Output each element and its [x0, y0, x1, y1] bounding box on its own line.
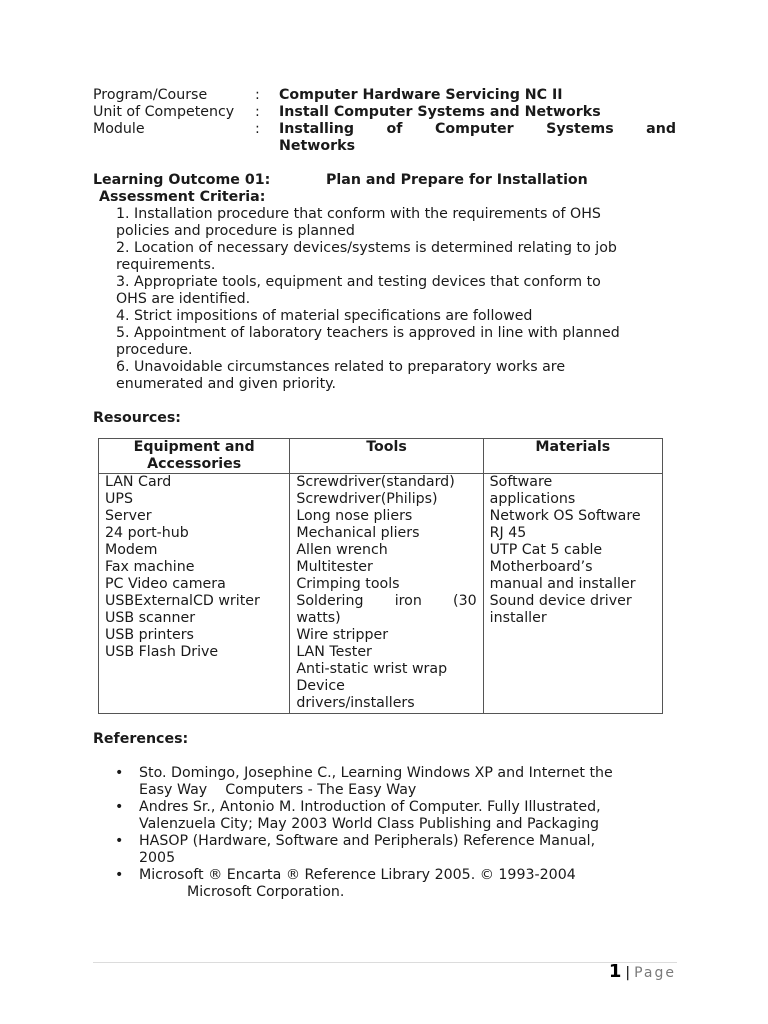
bullet-icon: • — [115, 867, 124, 883]
page-number: 1 — [608, 961, 622, 982]
page-footer — [609, 963, 676, 982]
module-colon: : — [255, 121, 260, 137]
learning-outcome-title: Plan and Prepare for Installation — [326, 172, 588, 188]
equipment-item: 24 port-hub — [105, 525, 189, 541]
tool-item: Screwdriver(standard) — [296, 474, 455, 490]
learning-outcome — [93, 172, 676, 189]
equipment-item: PC Video camera — [105, 576, 226, 592]
criteria-line: 3. Appropriate tools, equipment and testing devices that conform to — [116, 274, 601, 290]
resources-header-row — [99, 439, 663, 474]
header-row-module — [93, 121, 676, 138]
bullet-icon: • — [115, 765, 124, 781]
reference-line: 2005 — [139, 850, 176, 866]
equipment-cell — [99, 474, 290, 714]
references-list — [93, 765, 676, 901]
reference-item — [93, 799, 676, 833]
equipment-item: Server — [105, 508, 152, 524]
reference-line: Microsoft ® Encarta ® Reference Library 2005. © 1993-2004 — [139, 867, 576, 883]
module-value-continuation: Networks — [279, 138, 356, 154]
equipment-item: USBExternalCD writer — [105, 593, 260, 609]
material-item: Network OS Software — [489, 508, 641, 524]
tools-cell — [290, 474, 483, 714]
criteria-line: requirements. — [116, 257, 216, 273]
reference-line: HASOP (Hardware, Software and Peripherals) Reference Manual, — [139, 833, 596, 849]
tool-item: Long nose pliers — [296, 508, 413, 524]
reference-line: Andres Sr., Antonio M. Introduction of Computer. Fully Illustrated, — [139, 799, 601, 815]
resources-table — [98, 438, 663, 714]
materials-cell — [483, 474, 662, 714]
header-row-unit — [93, 104, 676, 121]
equipment-item: Modem — [105, 542, 158, 558]
program-colon: : — [255, 87, 260, 103]
tool-item: Screwdriver(Philips) — [296, 491, 438, 507]
tool-item: watts) — [296, 610, 341, 626]
criteria-line: 4. Strict impositions of material specifications are followed — [116, 308, 533, 324]
criteria-item — [116, 308, 676, 325]
criteria-line: 5. Appointment of laboratory teachers is approved in line with planned — [116, 325, 620, 341]
criteria-item — [116, 240, 676, 274]
equipment-item: LAN Card — [105, 474, 172, 490]
material-item: applications — [489, 491, 576, 507]
criteria-item — [116, 359, 676, 393]
criteria-line: procedure. — [116, 342, 193, 358]
tool-item: Soldering iron (30 — [296, 593, 477, 609]
material-item: Sound device driver — [489, 593, 632, 609]
unit-colon: : — [255, 104, 260, 120]
reference-item — [93, 765, 676, 799]
criteria-line: enumerated and given priority. — [116, 376, 337, 392]
tool-item: Allen wrench — [296, 542, 388, 558]
reference-line: Sto. Domingo, Josephine C., Learning Windows XP and Internet the — [139, 765, 613, 781]
unit-label: Unit of Competency — [93, 104, 235, 120]
resources-title: Resources: — [93, 410, 181, 426]
bullet-icon: • — [115, 833, 124, 849]
criteria-line: policies and procedure is planned — [116, 223, 355, 239]
tool-item: Multitester — [296, 559, 373, 575]
footer-divider — [93, 962, 677, 963]
tool-item: Mechanical pliers — [296, 525, 420, 541]
reference-line: Microsoft Corporation. — [187, 884, 345, 900]
material-item: Motherboard’s — [489, 559, 593, 575]
module-value: Installing of Computer Systems and — [279, 121, 676, 137]
material-item: installer — [489, 610, 547, 626]
equipment-item: UPS — [105, 491, 133, 507]
material-item: RJ 45 — [489, 525, 527, 541]
reference-line: Easy Way Computers - The Easy Way — [139, 782, 417, 798]
reference-item — [93, 833, 676, 867]
reference-line: Valenzuela City; May 2003 World Class Publishing and Packaging — [139, 816, 600, 832]
criteria-line: 1. Installation procedure that conform with the requirements of OHS — [116, 206, 601, 222]
material-item: Software — [489, 474, 553, 490]
tool-item: Crimping tools — [296, 576, 400, 592]
criteria-line: 6. Unavoidable circumstances related to preparatory works are — [116, 359, 566, 375]
program-value: Computer Hardware Servicing NC II — [279, 87, 563, 103]
program-label: Program/Course — [93, 87, 208, 103]
learning-outcome-label: Learning Outcome 01: — [93, 172, 271, 188]
tool-item: Anti-static wrist wrap — [296, 661, 448, 677]
header-row-program — [93, 87, 676, 104]
page-label: Page — [634, 965, 676, 981]
tool-item: Device — [296, 678, 345, 694]
assessment-criteria-title: Assessment Criteria: — [99, 189, 266, 205]
equipment-header-line: Equipment and — [133, 439, 255, 455]
footer-separator: | — [625, 965, 631, 981]
resources-body-row — [99, 474, 663, 714]
equipment-item: Fax machine — [105, 559, 195, 575]
tools-header: Tools — [290, 439, 483, 474]
material-item: manual and installer — [489, 576, 636, 592]
module-label: Module — [93, 121, 145, 137]
equipment-item: USB printers — [105, 627, 194, 643]
references-title: References: — [93, 731, 189, 747]
tool-item: Wire stripper — [296, 627, 389, 643]
equipment-item: USB scanner — [105, 610, 196, 626]
header-block — [93, 87, 676, 155]
equipment-header — [99, 439, 290, 474]
reference-item — [93, 867, 676, 901]
criteria-item — [116, 274, 676, 308]
equipment-item: USB Flash Drive — [105, 644, 219, 660]
assessment-criteria-list — [93, 206, 676, 393]
tool-item: LAN Tester — [296, 644, 372, 660]
document-page — [93, 87, 676, 901]
unit-value: Install Computer Systems and Networks — [279, 104, 601, 120]
criteria-line: OHS are identified. — [116, 291, 251, 307]
bullet-icon: • — [115, 799, 124, 815]
material-item: UTP Cat 5 cable — [489, 542, 603, 558]
materials-header: Materials — [483, 439, 662, 474]
equipment-header-line: Accessories — [147, 456, 242, 472]
criteria-item — [116, 206, 676, 240]
criteria-item — [116, 325, 676, 359]
tool-item: drivers/installers — [296, 695, 415, 711]
criteria-line: 2. Location of necessary devices/systems is determined relating to job — [116, 240, 617, 256]
